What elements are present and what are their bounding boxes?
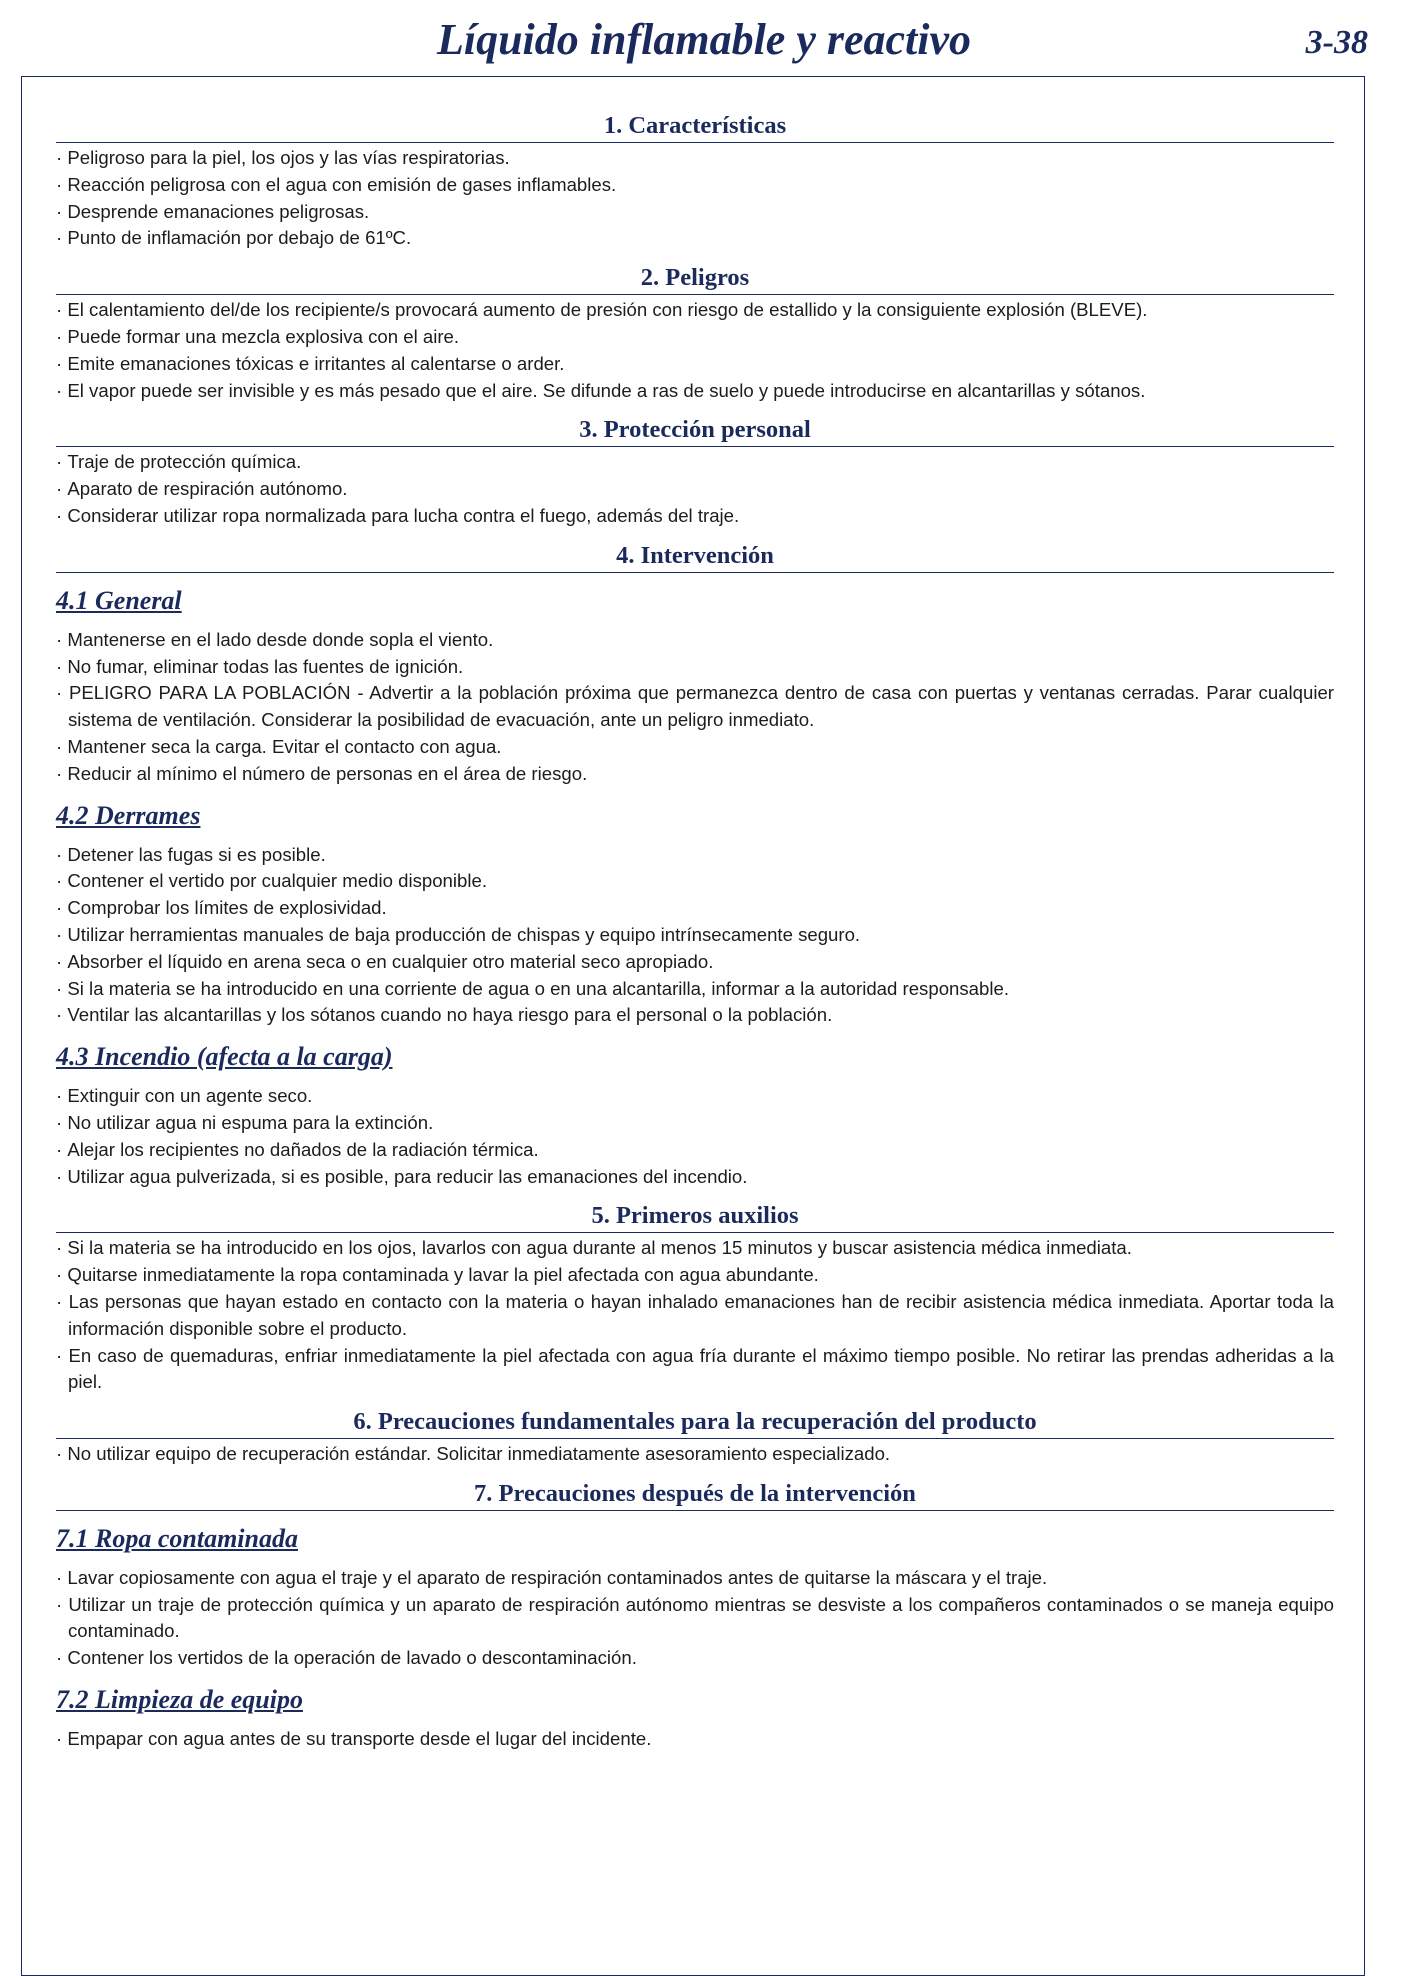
list-item: · Reacción peligrosa con el agua con emisión de gases inflamables. xyxy=(56,172,1334,199)
subsection-title: 4.3 Incendio (afecta a la carga) xyxy=(56,1042,393,1072)
subsection-title: 7.2 Limpieza de equipo xyxy=(56,1685,303,1715)
item-list xyxy=(56,1083,1334,1190)
section-title: 3. Protección personal xyxy=(56,408,1334,447)
item-list xyxy=(56,627,1334,788)
list-item: · Quitarse inmediatamente la ropa contaminada y lavar la piel afectada con agua abundante. xyxy=(56,1262,1334,1289)
item-list xyxy=(56,1565,1334,1672)
section-title: 6. Precauciones fundamentales para la recuperación del producto xyxy=(56,1400,1334,1439)
item-list xyxy=(56,1235,1334,1396)
list-item: · Reducir al mínimo el número de personas en el área de riesgo. xyxy=(56,761,1334,788)
list-item: · Utilizar herramientas manuales de baja producción de chispas y equipo intrínsecamente seguro. xyxy=(56,922,1334,949)
list-item: · Desprende emanaciones peligrosas. xyxy=(56,199,1334,226)
section-title: 4. Intervención xyxy=(56,534,1334,573)
section xyxy=(56,256,1334,404)
list-item: · Las personas que hayan estado en contacto con la materia o hayan inhalado emanaciones han de recibir asistencia médica inmediata. Aportar toda la información disponible sobre el producto. xyxy=(56,1289,1334,1343)
section xyxy=(56,1400,1334,1468)
list-item: · Absorber el líquido en arena seca o en cualquier otro material seco apropiado. xyxy=(56,949,1334,976)
list-item: · Extinguir con un agente seco. xyxy=(56,1083,1334,1110)
list-item: · Puede formar una mezcla explosiva con el aire. xyxy=(56,324,1334,351)
section xyxy=(56,408,1334,529)
list-item: · Alejar los recipientes no dañados de la radiación térmica. xyxy=(56,1137,1334,1164)
list-item: · Utilizar agua pulverizada, si es posible, para reducir las emanaciones del incendio. xyxy=(56,1164,1334,1191)
list-item: · En caso de quemaduras, enfriar inmediatamente la piel afectada con agua fría durante el máximo tiempo posible. No retirar las prendas adheridas a la piel. xyxy=(56,1343,1334,1397)
list-item: · Punto de inflamación por debajo de 61ºC. xyxy=(56,225,1334,252)
item-list xyxy=(56,1726,1334,1753)
list-item: · No utilizar agua ni espuma para la extinción. xyxy=(56,1110,1334,1137)
section-title: 1. Características xyxy=(56,104,1334,143)
item-list xyxy=(56,449,1334,529)
item-list xyxy=(56,297,1334,404)
section xyxy=(56,104,1334,252)
list-item: · Detener las fugas si es posible. xyxy=(56,842,1334,869)
list-item: · Peligroso para la piel, los ojos y las vías respiratorias. xyxy=(56,145,1334,172)
item-list xyxy=(56,1441,1334,1468)
list-item: · El calentamiento del/de los recipiente/s provocará aumento de presión con riesgo de estallido y la consiguiente explosión (BLEVE). xyxy=(56,297,1334,324)
list-item: · Si la materia se ha introducido en una corriente de agua o en una alcantarilla, informar a la autoridad responsable. xyxy=(56,976,1334,1003)
subsection-title: 4.2 Derrames xyxy=(56,800,201,830)
list-item: · No utilizar equipo de recuperación estándar. Solicitar inmediatamente asesoramiento especializado. xyxy=(56,1441,1334,1468)
page-number: 3-38 xyxy=(1305,24,1368,61)
list-item: · Lavar copiosamente con agua el traje y el aparato de respiración contaminados antes de quitarse la máscara y el traje. xyxy=(56,1565,1334,1592)
list-item: · El vapor puede ser invisible y es más pesado que el aire. Se difunde a ras de suelo y puede introducirse en alcantarillas y sótanos. xyxy=(56,378,1334,405)
section-title: 5. Primeros auxilios xyxy=(56,1194,1334,1233)
section-title: 2. Peligros xyxy=(56,256,1334,295)
section xyxy=(56,534,1334,1191)
list-item: · No fumar, eliminar todas las fuentes de ignición. xyxy=(56,654,1334,681)
list-item: · Ventilar las alcantarillas y los sótanos cuando no haya riesgo para el personal o la población. xyxy=(56,1002,1334,1029)
subsection-title: 7.1 Ropa contaminada xyxy=(56,1523,298,1553)
list-item: · Considerar utilizar ropa normalizada para lucha contra el fuego, además del traje. xyxy=(56,503,1334,530)
list-item: · Traje de protección química. xyxy=(56,449,1334,476)
page-title: Líquido inflamable y reactivo xyxy=(436,15,972,64)
list-item: · Emite emanaciones tóxicas e irritantes al calentarse o arder. xyxy=(56,351,1334,378)
list-item: · Mantener seca la carga. Evitar el contacto con agua. xyxy=(56,734,1334,761)
list-item: · Aparato de respiración autónomo. xyxy=(56,476,1334,503)
section xyxy=(56,1194,1334,1396)
list-item: · Contener el vertido por cualquier medio disponible. xyxy=(56,868,1334,895)
list-item: · PELIGRO PARA LA POBLACIÓN - Advertir a la población próxima que permanezca dentro de casa con puertas y ventanas cerradas. Parar cualquier sistema de ventilación. Considerar la posibilidad de evacuación, ante un peligro inmediato. xyxy=(56,680,1334,734)
section xyxy=(56,1472,1334,1753)
list-item: · Si la materia se ha introducido en los ojos, lavarlos con agua durante al menos 15 minutos y buscar asistencia médica inmediata. xyxy=(56,1235,1334,1262)
list-item: · Mantenerse en el lado desde donde sopla el viento. xyxy=(56,627,1334,654)
section-title: 7. Precauciones después de la intervención xyxy=(56,1472,1334,1511)
item-list xyxy=(56,145,1334,252)
list-item: · Empapar con agua antes de su transporte desde el lugar del incidente. xyxy=(56,1726,1334,1753)
list-item: · Contener los vertidos de la operación de lavado o descontaminación. xyxy=(56,1645,1334,1672)
document-body xyxy=(56,104,1334,1757)
item-list xyxy=(56,842,1334,1030)
subsection-title: 4.1 General xyxy=(56,585,182,615)
list-item: · Comprobar los límites de explosividad. xyxy=(56,895,1334,922)
list-item: · Utilizar un traje de protección química y un aparato de respiración autónomo mientras se desviste a los compañeros contaminados o se maneja equipo contaminado. xyxy=(56,1592,1334,1646)
